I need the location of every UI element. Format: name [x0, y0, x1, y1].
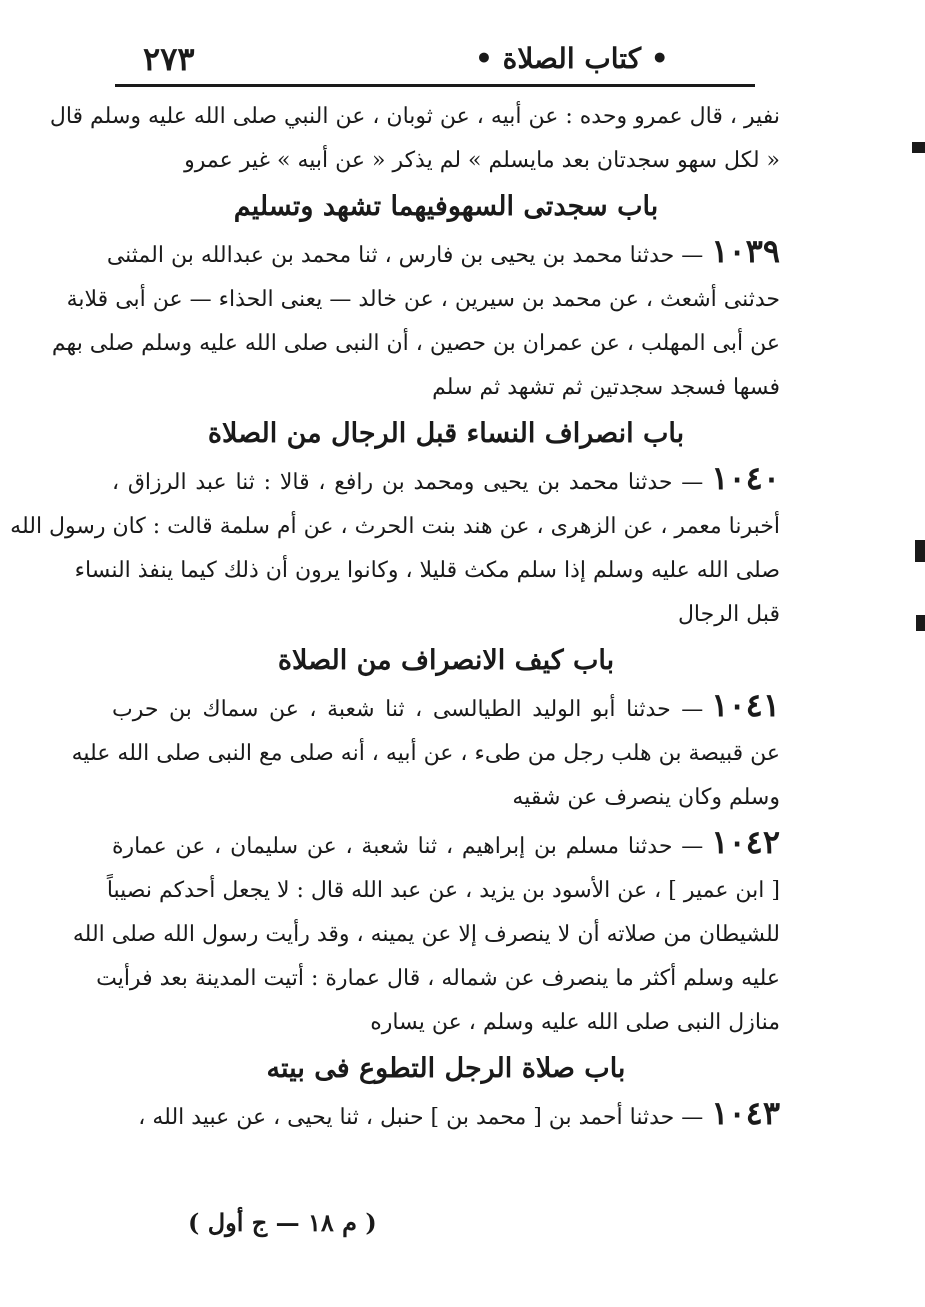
hadith-number: ١٠٤٣ — [711, 1094, 780, 1132]
hadith-text: — حدثنا محمد بن يحيى بن فارس ، ثنا محمد بن عبدالله بن المثنى — [106, 243, 704, 268]
page-header — [115, 36, 755, 87]
text-line: صلى الله عليه وسلم إذا سلم مكث قليلا ، وكانوا يرون أن ذلك كيما ينفذ النساء — [74, 558, 780, 583]
hadith-number: ١٠٤١ — [711, 686, 780, 724]
text-line: للشيطان من صلاته أن لا ينصرف إلا عن يمينه ، وقد رأيت رسول الله صلى الله — [72, 922, 780, 947]
binding-mark — [912, 142, 925, 153]
text-line: « لكل سهو سجدتان بعد مايسلم » لم يذكر « عن أبيه » غير عمرو — [184, 148, 780, 173]
hadith-text: — حدثنا مسلم بن إبراهيم ، ثنا شعبة ، عن سليمان ، عن عمارة — [112, 834, 704, 859]
binding-mark — [916, 615, 925, 631]
text-line: عن قبيصة بن هلب رجل من طىء ، عن أبيه ، أنه صلى مع النبى صلى الله عليه — [71, 741, 780, 766]
hadith-number: ١٠٣٩ — [711, 232, 780, 270]
text-line: عليه وسلم أكثر ما ينصرف عن شماله ، قال عمارة : أتيت المدينة بعد فرأيت — [96, 966, 780, 991]
hadith-text: — حدثنا أبو الوليد الطيالسى ، ثنا شعبة ، عن سماك بن حرب — [112, 697, 704, 722]
text-line: منازل النبى صلى الله عليه وسلم ، عن يساره — [370, 1010, 780, 1035]
text-line: نفير ، قال عمرو وحده : عن أبيه ، عن ثوبان ، عن النبي صلى الله عليه وسلم قال — [49, 104, 780, 129]
hadith-number: ١٠٤٢ — [711, 823, 780, 861]
text-line: قبل الرجال — [677, 602, 780, 627]
section-heading: باب كيف الانصراف من الصلاة — [277, 645, 615, 676]
hadith-opening-line — [112, 459, 780, 497]
text-line: حدثنى أشعث ، عن محمد بن سيرين ، عن خالد — يعنى الحذاء — عن أبى قلابة — [66, 287, 780, 312]
hadith-text: — حدثنا أحمد بن [ محمد بن ] حنبل ، ثنا يحيى ، عن عبيد الله ، — [138, 1105, 704, 1130]
page-number: ٢٧٣ — [143, 40, 195, 78]
page-body — [10, 104, 780, 1149]
hadith-opening-line — [106, 232, 780, 270]
binding-mark — [915, 540, 925, 562]
hadith-opening-line — [112, 823, 780, 861]
section-heading: باب سجدتى السهوفيهما تشهد وتسليم — [233, 191, 659, 222]
signature-mark: ( م ١٨ — ج أول ) — [188, 1208, 377, 1237]
hadith-number: ١٠٤٠ — [711, 459, 780, 497]
text-line: عن أبى المهلب ، عن عمران بن حصين ، أن النبى صلى الله عليه وسلم صلى بهم — [51, 331, 780, 356]
text-line: فسها فسجد سجدتين ثم تشهد ثم سلم — [432, 375, 780, 400]
section-heading: باب صلاة الرجل التطوع فى بيته — [266, 1053, 626, 1084]
hadith-opening-line — [112, 686, 780, 724]
hadith-opening-line — [112, 1094, 780, 1132]
hadith-text: — حدثنا محمد بن يحيى ومحمد بن رافع ، قالا : ثنا عبد الرزاق ، — [112, 470, 704, 495]
text-line: أخبرنا معمر ، عن الزهرى ، عن هند بنت الحرث ، عن أم سلمة قالت : كان رسول الله — [10, 514, 780, 539]
running-title: • كتاب الصلاة • — [475, 42, 669, 75]
text-line: [ ابن عمير ] ، عن الأسود بن يزيد ، عن عبد الله قال : لا يجعل أحدكم نصيباً — [106, 878, 780, 903]
text-line: وسلم وكان ينصرف عن شقيه — [512, 785, 780, 810]
section-heading: باب انصراف النساء قبل الرجال من الصلاة — [207, 418, 685, 449]
